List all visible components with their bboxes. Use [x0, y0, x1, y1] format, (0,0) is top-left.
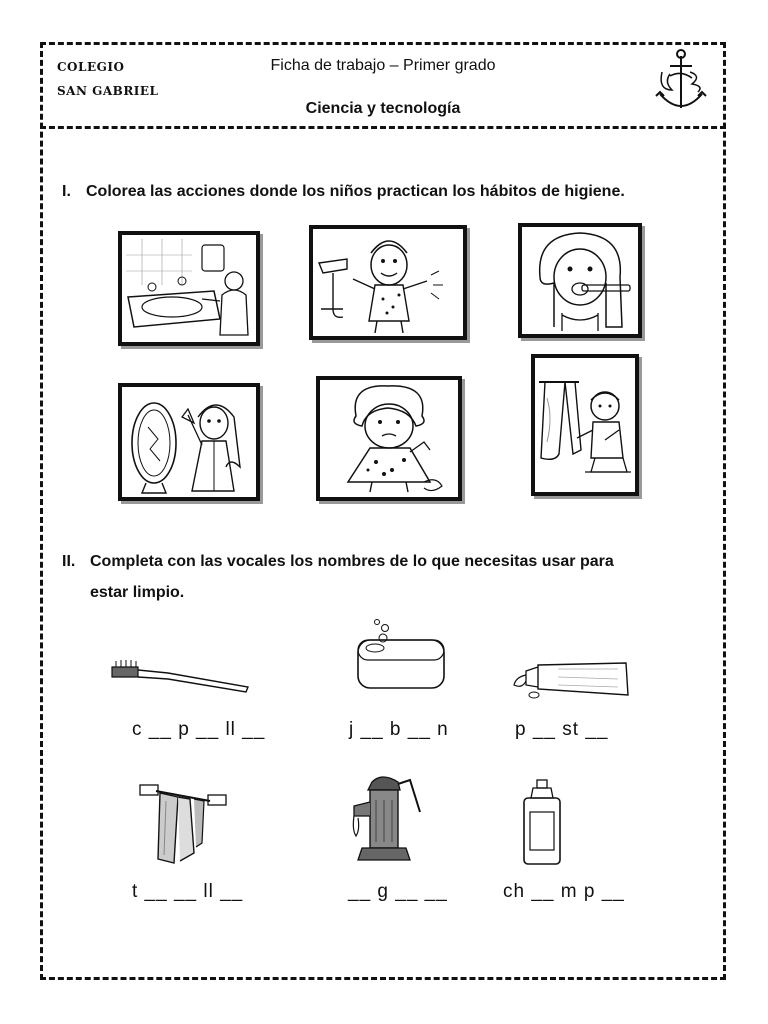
word-shampoo: ch __ m p __	[503, 881, 625, 902]
shampoo-icon	[521, 778, 563, 868]
scene-dirty-boy	[309, 225, 467, 340]
subject-title: Ciencia y tecnología	[305, 100, 461, 117]
header-divider	[40, 126, 726, 129]
school-logo-icon	[652, 46, 710, 118]
section2-number: II.	[62, 553, 76, 570]
soap-icon	[355, 618, 447, 692]
word-toothpaste: p __ st __	[515, 719, 609, 740]
scene-brushing-teeth	[518, 223, 642, 338]
scene-drying-hands	[531, 354, 639, 496]
water-tap-icon	[348, 772, 424, 866]
scene-dirty-girl	[316, 376, 462, 501]
section1-text: Colorea las acciones donde los niños practican los hábitos de higiene.	[86, 183, 625, 200]
school-name-line1: COLEGIO	[57, 60, 125, 74]
section1-instruction	[62, 176, 702, 207]
toothbrush-icon	[108, 655, 250, 695]
word-toothbrush: c __ p __ ll __	[132, 719, 266, 740]
section2-text-line2: estar limpio.	[90, 584, 185, 601]
word-water: __ g __ __	[348, 881, 448, 902]
towel-icon	[138, 777, 230, 869]
scene-combing-hair	[118, 383, 260, 501]
section2-text-line1: Completa con las vocales los nombres de lo que necesitas usar para	[90, 553, 614, 570]
toothpaste-icon	[508, 655, 632, 699]
word-towel: t __ __ ll __	[132, 881, 244, 902]
worksheet-title: Ficha de trabajo – Primer grado	[270, 57, 496, 74]
word-soap: j __ b __ n	[349, 719, 449, 740]
school-name-line2: SAN GABRIEL	[57, 84, 159, 98]
section1-number: I.	[62, 183, 71, 200]
scene-washing-hands	[118, 231, 260, 346]
section2-instruction	[62, 546, 702, 608]
